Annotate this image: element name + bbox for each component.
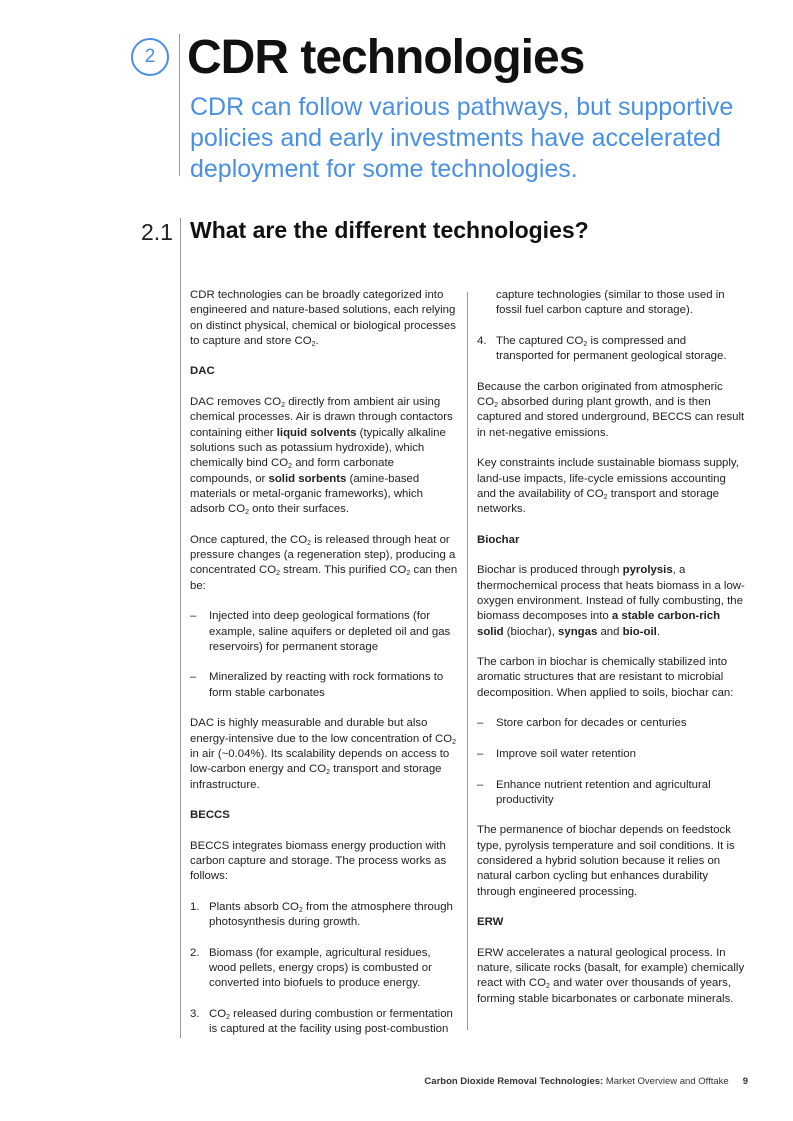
- beccs-step-3-continued: capture technologies (similar to those used in fossil fuel carbon capture and storage).: [496, 289, 725, 317]
- right-column: [477, 288, 745, 1022]
- beccs-steps-list-continued: [477, 334, 745, 365]
- biochar-paragraph-3: The permanence of biochar depends on feedstock type, pyrolysis temperature and soil conditions. It is considered a hybrid solution because it relies on natural carbon cycling but enhances durability through engineered processing.: [477, 824, 735, 898]
- dac-paragraph-1: DAC removes $CO_2$ directly from ambient air using chemical processes. Air is drawn through contactors containing either liquid solvents (typically alkaline solutions such as potassium hydroxide), which chemically bind $CO_2$ and form carbonate compounds, or solid sorbents (amine-based materials or metal-organic frameworks), which adsorb $CO_2$ onto their surfaces.: [190, 396, 453, 517]
- biochar-paragraph-1: Biochar is produced through pyrolysis, a thermochemical process that heats biomass in a low-oxygen environment. Instead of fully combusting, the biomass decomposes into a stable carbon-rich solid (biochar), syngas and bio-oil.: [477, 564, 745, 638]
- list-item: – Mineralized by reacting with rock formations to form stable carbonates: [190, 671, 444, 699]
- section-divider: [180, 218, 181, 1038]
- beccs-paragraph-3: Key constraints include sustainable biomass supply, land-use impacts, life-cycle emissions accounting and the availability of $CO_2$ transport and storage networks.: [477, 457, 739, 516]
- section-number: 2.1: [141, 219, 173, 245]
- list-item: 1. Plants absorb $CO_2$ from the atmosphere through photosynthesis during growth.: [190, 900, 453, 929]
- chapter-subtitle: CDR can follow various pathways, but supportive policies and early investments have accelerated deployment for some technologies.: [190, 93, 734, 183]
- erw-paragraph-1: ERW accelerates a natural geological process. In nature, silicate rocks (basalt, for example) chemically react with $CO_2$ and water over thousands of years, forming stable bicarbonates or carbonate minerals.: [477, 946, 745, 1005]
- dac-paragraph-2: Once captured, the $CO_2$ is released through heat or pressure changes (a regeneration step), producing a concentrated $CO_2$ stream. This purified $CO_2$ can then be:: [190, 533, 458, 592]
- beccs-paragraph-1: BECCS integrates biomass energy production with carbon capture and storage. The process works as follows:: [190, 839, 447, 883]
- list-item: – Injected into deep geological formations (for example, saline aquifers or depleted oil and gas reservoirs) for permanent storage: [190, 610, 451, 653]
- chapter-number-badge: 2: [131, 38, 169, 76]
- biochar-benefits-list: [477, 716, 745, 808]
- beccs-heading: BECCS: [190, 809, 230, 822]
- beccs-paragraph-2: Because the carbon originated from atmospheric $CO_2$ absorbed during plant growth, and is then captured and stored underground, BECCS can result in net-negative emissions.: [477, 380, 745, 439]
- column-separator: [467, 292, 468, 1030]
- biochar-paragraph-2: The carbon in biochar is chemically stabilized into aromatic structures that are resistant to microbial decomposition. When applied to soils, biochar can:: [477, 656, 734, 699]
- list-item: – Enhance nutrient retention and agricultural productivity: [477, 778, 711, 806]
- beccs-steps-list: [190, 900, 458, 1038]
- footer-doc-subtitle: Market Overview and Offtake: [603, 1076, 729, 1087]
- list-item: 3. $CO_2$ released during combustion or fermentation is captured at the facility using post-combustion: [190, 1007, 453, 1036]
- dac-paragraph-3: DAC is highly measurable and durable but also energy-intensive due to the low concentration of $CO_2$ in air (~0.04%). Its scalability depends on access to low-carbon energy and $CO_2$ transport and storage infrastructure.: [190, 717, 457, 791]
- dac-options-list: [190, 609, 458, 701]
- chapter-divider: [179, 34, 180, 94]
- section-title: What are the different technologies?: [190, 217, 589, 243]
- footer-doc-title: Carbon Dioxide Removal Technologies:: [424, 1076, 604, 1087]
- list-item: – Store carbon for decades or centuries: [477, 717, 687, 730]
- subtitle-divider: [179, 94, 180, 176]
- intro-paragraph: CDR technologies can be broadly categorized into engineered and nature-based solutions, each relying on distinct physical, chemical or biological processes to capture and store $CO_2$.: [190, 289, 456, 348]
- list-item: 2. Biomass (for example, agricultural residues, wood pellets, energy crops) is combusted or converted into biofuels to produce energy.: [190, 946, 432, 990]
- page-number: 9: [742, 1076, 748, 1087]
- chapter-title: CDR technologies: [187, 31, 585, 84]
- page-footer: [424, 1076, 748, 1087]
- list-item: – Improve soil water retention: [477, 747, 636, 760]
- dac-heading: DAC: [190, 365, 215, 378]
- biochar-heading: Biochar: [477, 533, 520, 546]
- list-item: 4. The captured $CO_2$ is compressed and transported for permanent geological storage.: [477, 334, 727, 363]
- erw-heading: ERW: [477, 916, 504, 929]
- left-column: [190, 288, 458, 1053]
